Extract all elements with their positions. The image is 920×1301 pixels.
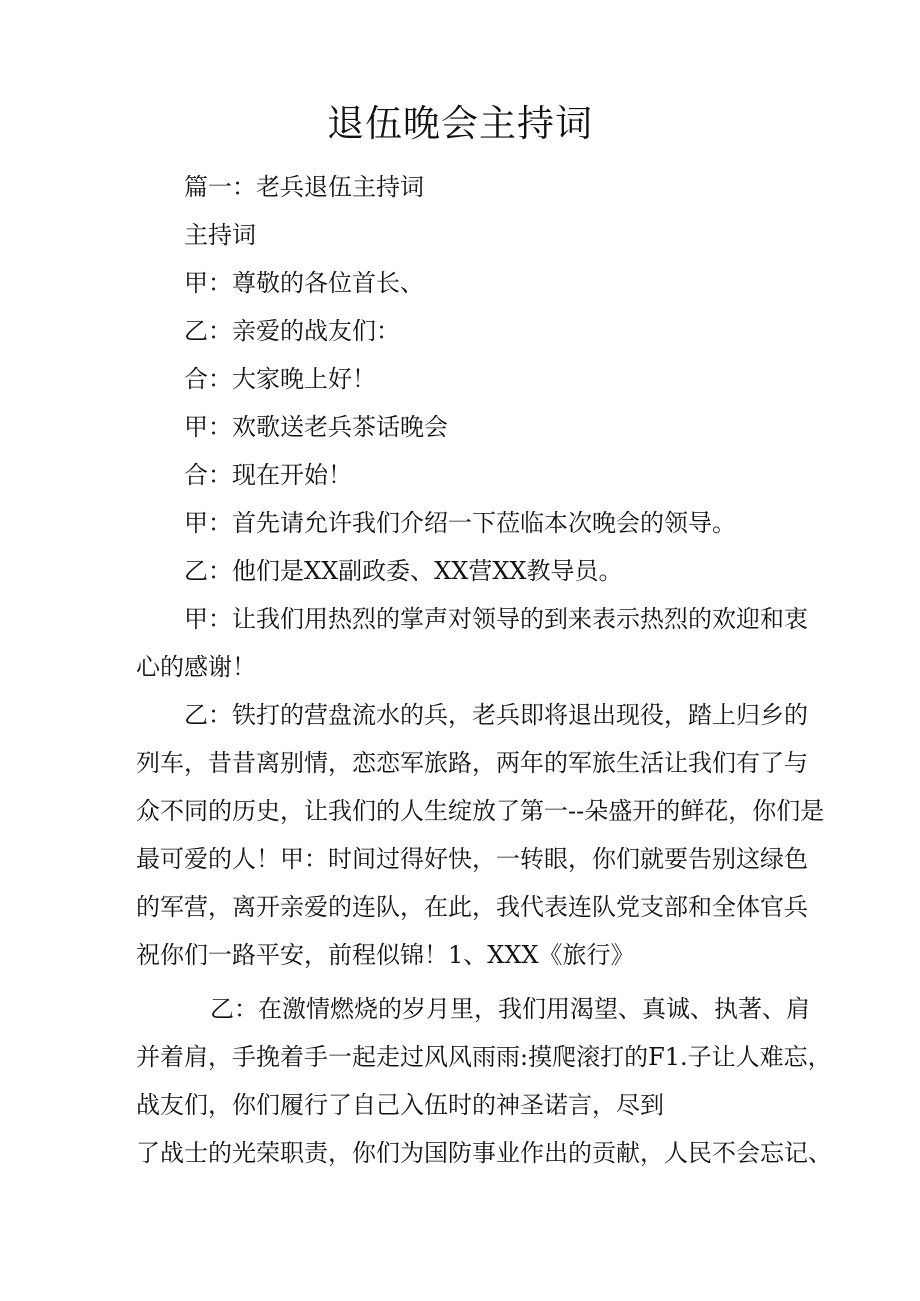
paragraph-line: 众不同的历史，让我们的人生绽放了第一--朵盛开的鲜花，你们是 xyxy=(136,797,825,825)
paragraph-line: 乙：亲爱的战友们： xyxy=(184,317,400,345)
paragraph-line: 的军营，离开亲爱的连队，在此，我代表连队党支部和全体官兵 xyxy=(136,893,808,921)
paragraph-line: 主持词 xyxy=(184,221,256,249)
paragraph-line: 甲：让我们用热烈的掌声对领导的到来表示热烈的欢迎和衷 xyxy=(184,605,808,633)
paragraph-line: 战友们，你们履行了自己入伍时的神圣诺言，尽到 xyxy=(136,1091,664,1119)
paragraph-line: 甲：尊敬的各位首长、 xyxy=(184,269,424,297)
paragraph-line: 了战士的光荣职责，你们为国防事业作出的贡献，人民不会忘记、 xyxy=(136,1139,832,1167)
paragraph-line: 心的感谢！ xyxy=(136,653,256,681)
paragraph-line: 列车，昔昔离别情，恋恋军旅路，两年的军旅生活让我们有了与 xyxy=(136,749,808,777)
paragraph-line: 合：现在开始！ xyxy=(184,461,352,489)
paragraph-line: 篇一：老兵退伍主持词 xyxy=(184,173,424,201)
paragraph-line: 甲：欢歌送老兵茶话晚会 xyxy=(184,413,448,441)
document-title: 退伍晚会主持词 xyxy=(327,102,593,145)
paragraph-line: 并着肩，手挽着手一起走过风风雨雨:摸爬滚打的F1.子让人难忘， xyxy=(136,1043,832,1071)
paragraph-line: 乙：铁打的营盘流水的兵，老兵即将退出现役，踏上归乡的 xyxy=(184,701,808,729)
paragraph-line: 合：大家晚上好！ xyxy=(184,365,376,393)
paragraph-line: 最可爱的人！甲：时间过得好快，一转眼，你们就要告别这绿色 xyxy=(136,845,808,873)
paragraph-line: 乙：他们是XX副政委、XX营XX教导员。 xyxy=(184,557,623,585)
paragraph-line: 乙：在激情燃烧的岁月里，我们用渴望、真诚、执著、肩 xyxy=(210,995,810,1023)
paragraph-line: 甲：首先请允许我们介绍一下莅临本次晚会的领导。 xyxy=(184,509,736,537)
paragraph-line: 祝你们一路平安，前程似锦！1、XXX《旅行》 xyxy=(136,941,635,969)
